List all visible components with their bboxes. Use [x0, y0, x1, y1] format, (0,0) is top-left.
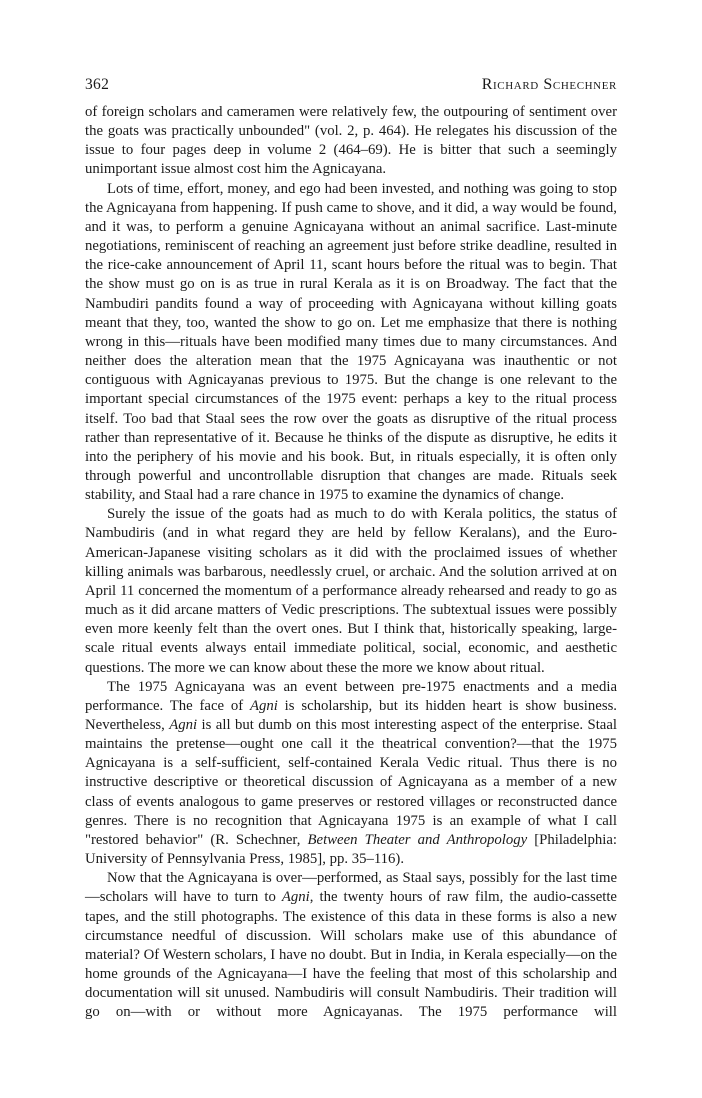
italic-title: Agni	[250, 697, 278, 714]
text-run: Surely the issue of the goats had as much to do with Kerala politics, the status of Nambudiris (and in what regard they are held by fellow Keralans), and the Euro-American-Japanese visiting scholars as it did with the proclaimed issues of whether killing animals was barbarous, needlessly cruel, or archaic. And the solution arrived at on April 11 concerned the momentum of a performance already rehearsed and ready to go as much as it did arcane matters of Vedic prescriptions. The subtextual issues were possibly even more keenly felt than the overt ones. But I think that, historically speaking, large-scale ritual events always entail immediate political, social, economic, and aesthetic questions. The more we can know about these the more we know about ritual.	[85, 506, 617, 676]
page-number: 362	[85, 76, 110, 93]
page-header	[85, 76, 617, 94]
paragraph-documentation	[85, 869, 617, 1022]
italic-title: Agni	[281, 889, 310, 906]
text-run: [Philadelphia: University of Pennsylvania Press, 1985], pp. 35–116).	[85, 831, 617, 868]
text-run: Lots of time, effort, money, and ego had been invested, and nothing was going to stop the Agnicayana from happening. If push came to shove, and it did, a way would be found, and it was, to perform a genuine Agnicayana without an animal sacrifice. Last-minute negotiations, reminiscent of reaching an agreement just before strike deadline, resulted in the rice-cake announcement of April 11, scant hours before the ritual was to begin. That the show must go on is as true in rural Kerala as it is on Broadway. The fact that the Nambudiri pandits found a way of proceeding with Agnicayana without killing goats meant that they, too, wanted the show to go on. Let me emphasize that there is nothing wrong in this—rituals have been modified many times due to many circumstances. And neither does the alteration mean that the 1975 Agnicayana was inauthentic or not contiguous with Agnicayanas previous to 1975. But the change is one relevant to the important special circumstances of the 1975 event: perhaps a key to the ritual process itself. Too bad that Staal sees the row over the goats as disruptive of the ritual process rather than representative of it. Because he thinks of the dispute as disruptive, he edits it into the periphery of his movie and his book. But, in rituals especially, it is often only through powerful and uncontrollable disruption that changes are made. Rituals seek stability, and Staal had a rare chance in 1975 to examine the dynamics of change.	[85, 180, 617, 504]
italic-title: Between Theater and Anthropology	[307, 831, 528, 848]
paragraph-kerala-politics	[85, 505, 617, 677]
body-text	[85, 103, 617, 1023]
text-run: , the twenty hours of raw film, the audio-cassette tapes, and the still photographs. The existence of this data in these forms is also a new circumstance needful of discussion. Will scholars make use of this abundance of material? Of Western scholars, I have no doubt. But in India, in Kerala especially—on the home grounds of the Agnicayana—I have the feeling that most of this scholarship and documentation will sit unused. Nambudiris will consult Nambudiris. Their tradition will go on—with or without more Agnicayanas. The 1975 performance will	[85, 889, 617, 1021]
paragraph-restored-behavior	[85, 678, 617, 870]
text-run: is scholarship, but its hidden heart is show business. Nevertheless,	[85, 697, 617, 733]
text-run: is all but dumb on this most interesting aspect of the enterprise. Staal maintains the pretense—ought one call it the theatrical convention?—that the 1975 Agnicayana is a self-sufficient, self-contained Kerala Vedic ritual. Thus there is no instructive descriptive or theoretical discussion of Agnicayana as a member of a new class of events analogous to game preserves or restored villages or reconstructed dance genres. There is no recognition that Agnicayana 1975 is an example of what I call "restored behavior" (R. Schechner,	[85, 717, 617, 848]
running-head-author: Richard Schechner	[481, 76, 617, 93]
paragraph-goats-negotiation	[85, 180, 617, 506]
text-run: Now that the Agnicayana is over—performed, as Staal says, possibly for the last time—scholars will have to turn to	[85, 870, 617, 906]
italic-title: Agni	[169, 717, 198, 733]
text-run: of foreign scholars and cameramen were relatively few, the outpouring of sentiment over the goats was practically unbounded" (vol. 2, p. 464). He relegates his discussion of the issue to four pages deep in volume 2 (464–69). He is bitter that such a seemingly unimportant issue almost cost him the Agnicayana.	[85, 104, 617, 178]
paragraph-continued	[85, 103, 617, 180]
text-run: The 1975 Agnicayana was an event between pre-1975 enactments and a media performance. The face of	[85, 678, 617, 714]
